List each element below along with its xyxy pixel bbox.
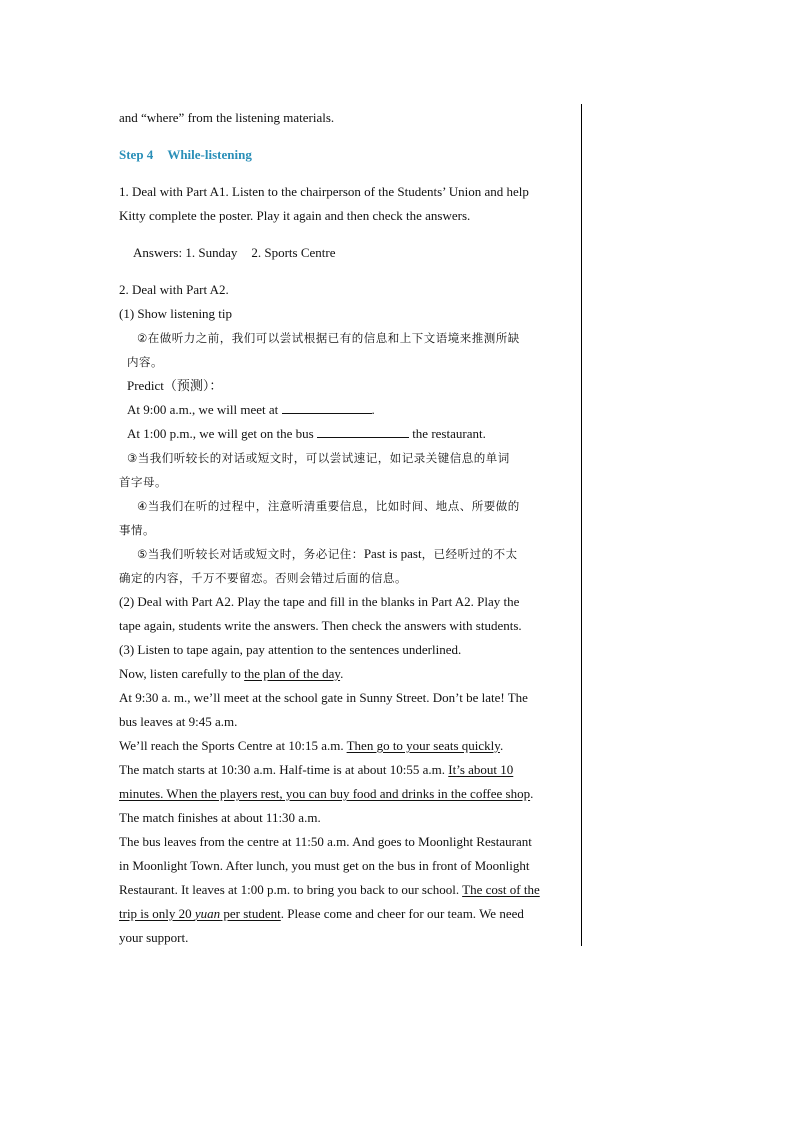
passage-text: . [499, 738, 504, 753]
tip4-line2: 事情。 [119, 523, 155, 537]
tip5-text-c: ，已经听过的不太 [421, 547, 518, 561]
tip5-line2: 确定的内容，千万不要留恋。否则会错过后面的信息。 [119, 571, 407, 585]
passage-line-10 [119, 878, 577, 902]
passage-line-3: bus leaves at 9:45 a.m. [119, 714, 238, 729]
tip5-text-b: Past is past [363, 546, 422, 561]
passage-text: Restaurant. It leaves at 1:00 p.m. to bring you back to our school. [119, 882, 463, 897]
italic-word: yuan [194, 906, 221, 921]
passage-text: . [340, 666, 344, 681]
passage-line-8: The bus leaves from the centre at 11:50 a.m. And goes to Moonlight Restaurant [119, 834, 532, 849]
step4-heading [119, 143, 577, 167]
tip2-line1: ②在做听力之前，我们可以尝试根据已有的信息和上下文语境来推测所缺 [137, 331, 520, 345]
predict2-text: At 1:00 p.m., we will get on the bus [127, 426, 314, 441]
passage-text: . Please come and cheer for our team. We need [280, 906, 524, 921]
passage-line-7: The match finishes at about 11:30 a.m. [119, 810, 321, 825]
tip2-line2: 内容。 [127, 355, 163, 369]
underlined-sentence: minutes. When the players rest, you can buy food and drinks in the coffee shop [119, 786, 531, 801]
passage-line-12: your support. [119, 930, 189, 945]
predict1-end: . [371, 402, 375, 417]
predict-1 [119, 398, 577, 422]
predict2-end: the restaurant. [412, 426, 486, 441]
answer-2: 2. Sports Centre [251, 245, 336, 260]
column-border [581, 104, 582, 946]
item1-line1: 1. Deal with Part A1. Listen to the chairperson of the Students’ Union and help [119, 184, 529, 199]
passage-text: . [530, 786, 534, 801]
blank-2 [317, 423, 409, 438]
tip3-line2: 首字母。 [119, 475, 167, 489]
underlined-sentence: The cost of the [462, 882, 540, 897]
intro-line: and “where” from the listening materials. [119, 110, 335, 125]
passage-line-9: in Moonlight Town. After lunch, you must get on the bus in front of Moonlight [119, 858, 530, 873]
lesson-plan-text [119, 106, 577, 950]
underlined-sentence: It’s about 10 [448, 762, 514, 777]
tip4-line1: ④当我们在听的过程中，注意听清重要信息，比如时间、地点、所要做的 [137, 499, 520, 513]
underlined-sentence: Then go to your seats quickly [346, 738, 500, 753]
passage-line-6 [119, 782, 577, 806]
tip3-line1: ③当我们听较长的对话或短文时，可以尝试速记，如记录关键信息的单词 [127, 451, 510, 465]
underlined-sentence: the plan of the day [244, 666, 341, 681]
passage-line-2: At 9:30 a. m., we’ll meet at the school gate in Sunny Street. Don’t be late! The [119, 690, 528, 705]
tip5-text-a: ⑤当我们听较长对话或短文时，务必记住： [137, 547, 364, 561]
answers-prefix: Answers: 1. Sunday [133, 245, 238, 260]
item1-answers [119, 241, 577, 265]
passage-line-4 [119, 734, 577, 758]
passage-text: We’ll reach the Sports Centre at 10:15 a.m. [119, 738, 347, 753]
passage-line-5 [119, 758, 577, 782]
tip5-line1 [119, 542, 577, 566]
step4-title: While-listening [167, 147, 252, 162]
item2-sub3: (3) Listen to tape again, pay attention to the sentences underlined. [119, 642, 462, 657]
passage-text: Now, listen carefully to [119, 666, 245, 681]
item2-sub1: (1) Show listening tip [119, 306, 233, 321]
passage-text: trip is only 20 [119, 906, 195, 921]
item2-sub2-line2: tape again, students write the answers. Then check the answers with students. [119, 618, 522, 633]
passage-text: per student [220, 906, 281, 921]
step4-label: Step 4 [119, 147, 154, 162]
passage-text: The match starts at 10:30 a.m. Half-time is at about 10:55 a.m. [119, 762, 449, 777]
blank-1 [282, 399, 372, 414]
item2-sub2-line1: (2) Deal with Part A2. Play the tape and fill in the blanks in Part A2. Play the [119, 594, 520, 609]
predict-label: Predict（预测）： [127, 378, 223, 393]
item2-title: 2. Deal with Part A2. [119, 282, 229, 297]
predict1-text: At 9:00 a.m., we will meet at [127, 402, 279, 417]
passage-line-11 [119, 902, 577, 926]
predict-2 [119, 422, 577, 446]
passage-line-1 [119, 662, 577, 686]
underlined-sentence [119, 906, 281, 921]
item1-line2: Kitty complete the poster. Play it again and then check the answers. [119, 208, 471, 223]
